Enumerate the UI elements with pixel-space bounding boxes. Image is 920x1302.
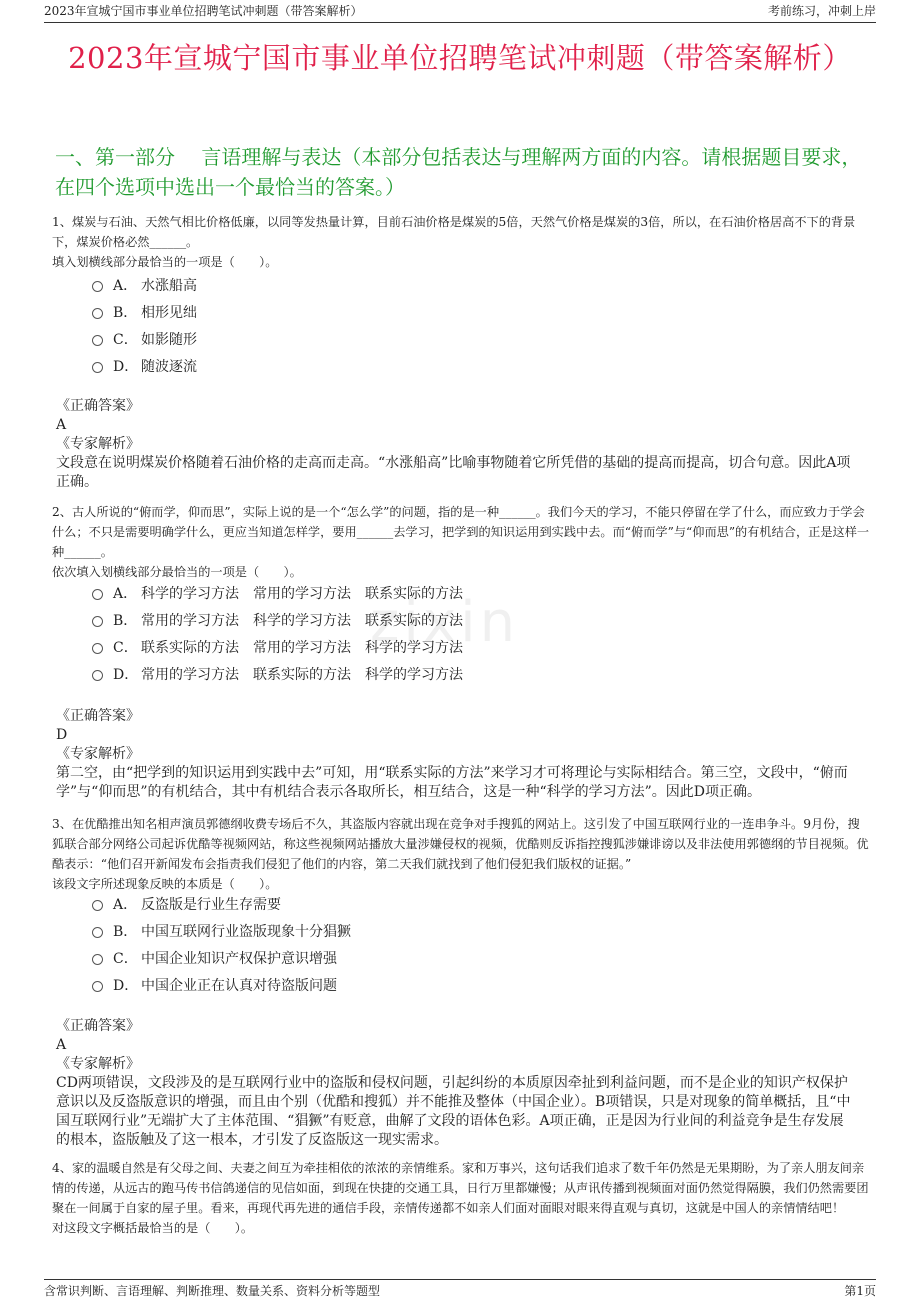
option-text: 随波逐流: [141, 358, 197, 375]
answer-value: A: [56, 1037, 67, 1053]
option-letter: C．: [113, 639, 138, 656]
option-text: 中国互联网行业盗版现象十分猖獗: [141, 923, 351, 940]
radio-icon[interactable]: [92, 362, 103, 373]
option-letter: B．: [113, 923, 138, 940]
option-letter: A．: [113, 585, 138, 602]
analysis-text: CD两项错误，文段涉及的是互联网行业中的盗版和侵权问题，引起纠纷的本质原因牵扯到利益问题，而不是企业的知识产权保护意识以及反盗版意识的增强，而且由个别（优酷和搜狐）并不能推及整体（中国企业）。B项错误，只是对现象的简单概括，且“中国互联网行业”无端扩大了主体范围、“猖獗”有贬意，曲解了文段的语体色彩。A项正确，正是因为行业间的利益竞争是生存发展的根本，盗版触及了这一根本，才引发了反盗版这一现实需求。: [56, 1075, 851, 1148]
option-c[interactable]: [92, 944, 351, 971]
option-a[interactable]: [92, 271, 197, 298]
option-letter: B．: [113, 612, 138, 629]
option-d[interactable]: [92, 352, 197, 379]
analysis-label: 《专家解析》: [56, 1056, 140, 1072]
radio-icon[interactable]: [92, 589, 103, 600]
option-letter: B．: [113, 304, 138, 321]
option-letter: A．: [113, 896, 138, 913]
radio-icon[interactable]: [92, 643, 103, 654]
question-1: [52, 212, 870, 272]
answer-block-3: [56, 1017, 856, 1150]
header-left-text: 2023年宣城宁国市事业单位招聘笔试冲刺题（带答案解析）: [44, 4, 363, 18]
option-letter: D．: [113, 977, 139, 994]
radio-icon[interactable]: [92, 670, 103, 681]
option-text: 科学的学习方法 常用的学习方法 联系实际的方法: [141, 585, 463, 602]
watermark: zixin: [370, 590, 520, 655]
radio-icon[interactable]: [92, 927, 103, 938]
option-text: 联系实际的方法 常用的学习方法 科学的学习方法: [141, 639, 463, 656]
answer-label: 《正确答案》: [56, 708, 140, 724]
answer-value: A: [56, 417, 67, 433]
option-letter: D．: [113, 666, 139, 683]
footer-left-text: 含常识判断、言语理解、判断推理、数量关系、资料分析等题型: [44, 1284, 381, 1298]
options-2: [92, 579, 463, 687]
question-2: [52, 502, 870, 582]
radio-icon[interactable]: [92, 616, 103, 627]
page-title: 2023年宣城宁国市事业单位招聘笔试冲刺题（带答案解析）: [68, 41, 852, 75]
question-stem: 1、煤炭与石油、天然气相比价格低廉，以同等发热量计算，目前石油价格是煤炭的5倍，天然气价格是煤炭的3倍，所以，在石油价格居高不下的背景下，煤炭价格必然______。: [52, 215, 856, 249]
answer-value: D: [56, 727, 68, 743]
question-stem: 4、家的温暖自然是有父母之间、夫妻之间互为牵挂相依的浓浓的亲情维系。家和万事兴，这句话我们追求了数千年仍然是无果期盼，为了亲人朋友间亲情的传递，从远古的跑马传书信鸽递信的见信如面，到现在快捷的交通工具，日行万里都嫌慢；从声讯传播到视频面对面仍然觉得隔膜，我们仍然需要团聚在一间属于自家的屋子里。看来，再现代再先进的通信手段，亲情传递都不如亲人们面对面眼对眼来得直观与真切，这就是中国人的亲情情结吧！: [52, 1161, 869, 1215]
option-b[interactable]: [92, 298, 197, 325]
question-prompt: 填入划横线部分最恰当的一项是（ ）。: [52, 255, 278, 269]
option-b[interactable]: [92, 917, 351, 944]
question-stem: 2、古人所说的“俯而学，仰而思”，实际上说的是一个“怎么学”的问题，指的是一种______。我们今天的学习，不能只停留在学了什么，而应致力于学会什么；不只是需要明确学什么，更应当知道怎样学，要用______去学习，把学到的知识运用到实践中去。而“俯而学”与“仰而思”的有机结合，正是这样一种______。: [52, 505, 870, 559]
question-stem: 3、在优酷推出知名相声演员郭德纲收费专场后不久，其盗版内容就出现在竞争对手搜狐的网站上。这引发了中国互联网行业的一连串争斗。9月份，搜狐联合部分网络公司起诉优酷等视频网站，称这些视频网站播放大量涉嫌侵权的视频，优酷则反诉指控搜狐涉嫌诽谤以及非法使用郭德纲的节目视频。优酷表示：“他们召开新闻发布会指责我们侵犯了他们的内容，第二天我们就找到了他们侵犯我们版权的证据。”: [52, 817, 869, 871]
option-c[interactable]: [92, 325, 197, 352]
option-a[interactable]: [92, 890, 351, 917]
option-text: 常用的学习方法 联系实际的方法 科学的学习方法: [141, 666, 463, 683]
answer-block-2: [56, 707, 856, 802]
analysis-label: 《专家解析》: [56, 746, 140, 762]
page-number: 第1页: [844, 1284, 876, 1298]
option-c[interactable]: [92, 633, 463, 660]
page-header: [44, 0, 876, 23]
radio-icon[interactable]: [92, 954, 103, 965]
section-heading: 一、第一部分 言语理解与表达（本部分包括表达与理解两方面的内容。请根据题目要求，在四个选项中选出一个最恰当的答案。）: [55, 145, 862, 199]
option-text: 反盗版是行业生存需要: [141, 896, 281, 913]
option-d[interactable]: [92, 660, 463, 687]
option-text: 中国企业正在认真对待盗版问题: [141, 977, 337, 994]
option-letter: A．: [113, 277, 138, 294]
radio-icon[interactable]: [92, 981, 103, 992]
option-a[interactable]: [92, 579, 463, 606]
question-prompt: 对这段文字概括最恰当的是（ ）。: [52, 1221, 254, 1235]
analysis-text: 第二空，由“把学到的知识运用到实践中去”可知，用“联系实际的方法”来学习才可将理论与实际相结合。第三空，文段中，“俯而学”与“仰而思”的有机结合，其中有机结合表示各取所长，相互结合，这是一种“科学的学习方法”。因此D项正确。: [56, 765, 848, 800]
analysis-text: 文段意在说明煤炭价格随着石油价格的走高而走高。“水涨船高”比喻事物随着它所凭借的基础的提高而提高，切合句意。因此A项正确。: [56, 455, 851, 490]
option-text: 水涨船高: [141, 277, 197, 294]
option-b[interactable]: [92, 606, 463, 633]
radio-icon[interactable]: [92, 900, 103, 911]
option-letter: C．: [113, 950, 138, 967]
options-3: [92, 890, 351, 998]
answer-block-1: [56, 397, 856, 492]
option-text: 常用的学习方法 科学的学习方法 联系实际的方法: [141, 612, 463, 629]
question-4: [52, 1158, 870, 1238]
option-text: 相形见绌: [141, 304, 197, 321]
question-prompt: 该段文字所述现象反映的本质是（ ）。: [52, 877, 278, 891]
option-letter: C．: [113, 331, 138, 348]
header-right-text: 考前练习，冲刺上岸: [767, 4, 876, 18]
option-letter: D．: [113, 358, 139, 375]
answer-label: 《正确答案》: [56, 1018, 140, 1034]
options-1: [92, 271, 197, 379]
radio-icon[interactable]: [92, 281, 103, 292]
question-3: [52, 814, 870, 894]
answer-label: 《正确答案》: [56, 398, 140, 414]
radio-icon[interactable]: [92, 335, 103, 346]
option-d[interactable]: [92, 971, 351, 998]
analysis-label: 《专家解析》: [56, 436, 140, 452]
option-text: 中国企业知识产权保护意识增强: [141, 950, 337, 967]
page-footer: [44, 1279, 876, 1302]
radio-icon[interactable]: [92, 308, 103, 319]
question-prompt: 依次填入划横线部分最恰当的一项是（ ）。: [52, 565, 302, 579]
option-text: 如影随形: [141, 331, 197, 348]
